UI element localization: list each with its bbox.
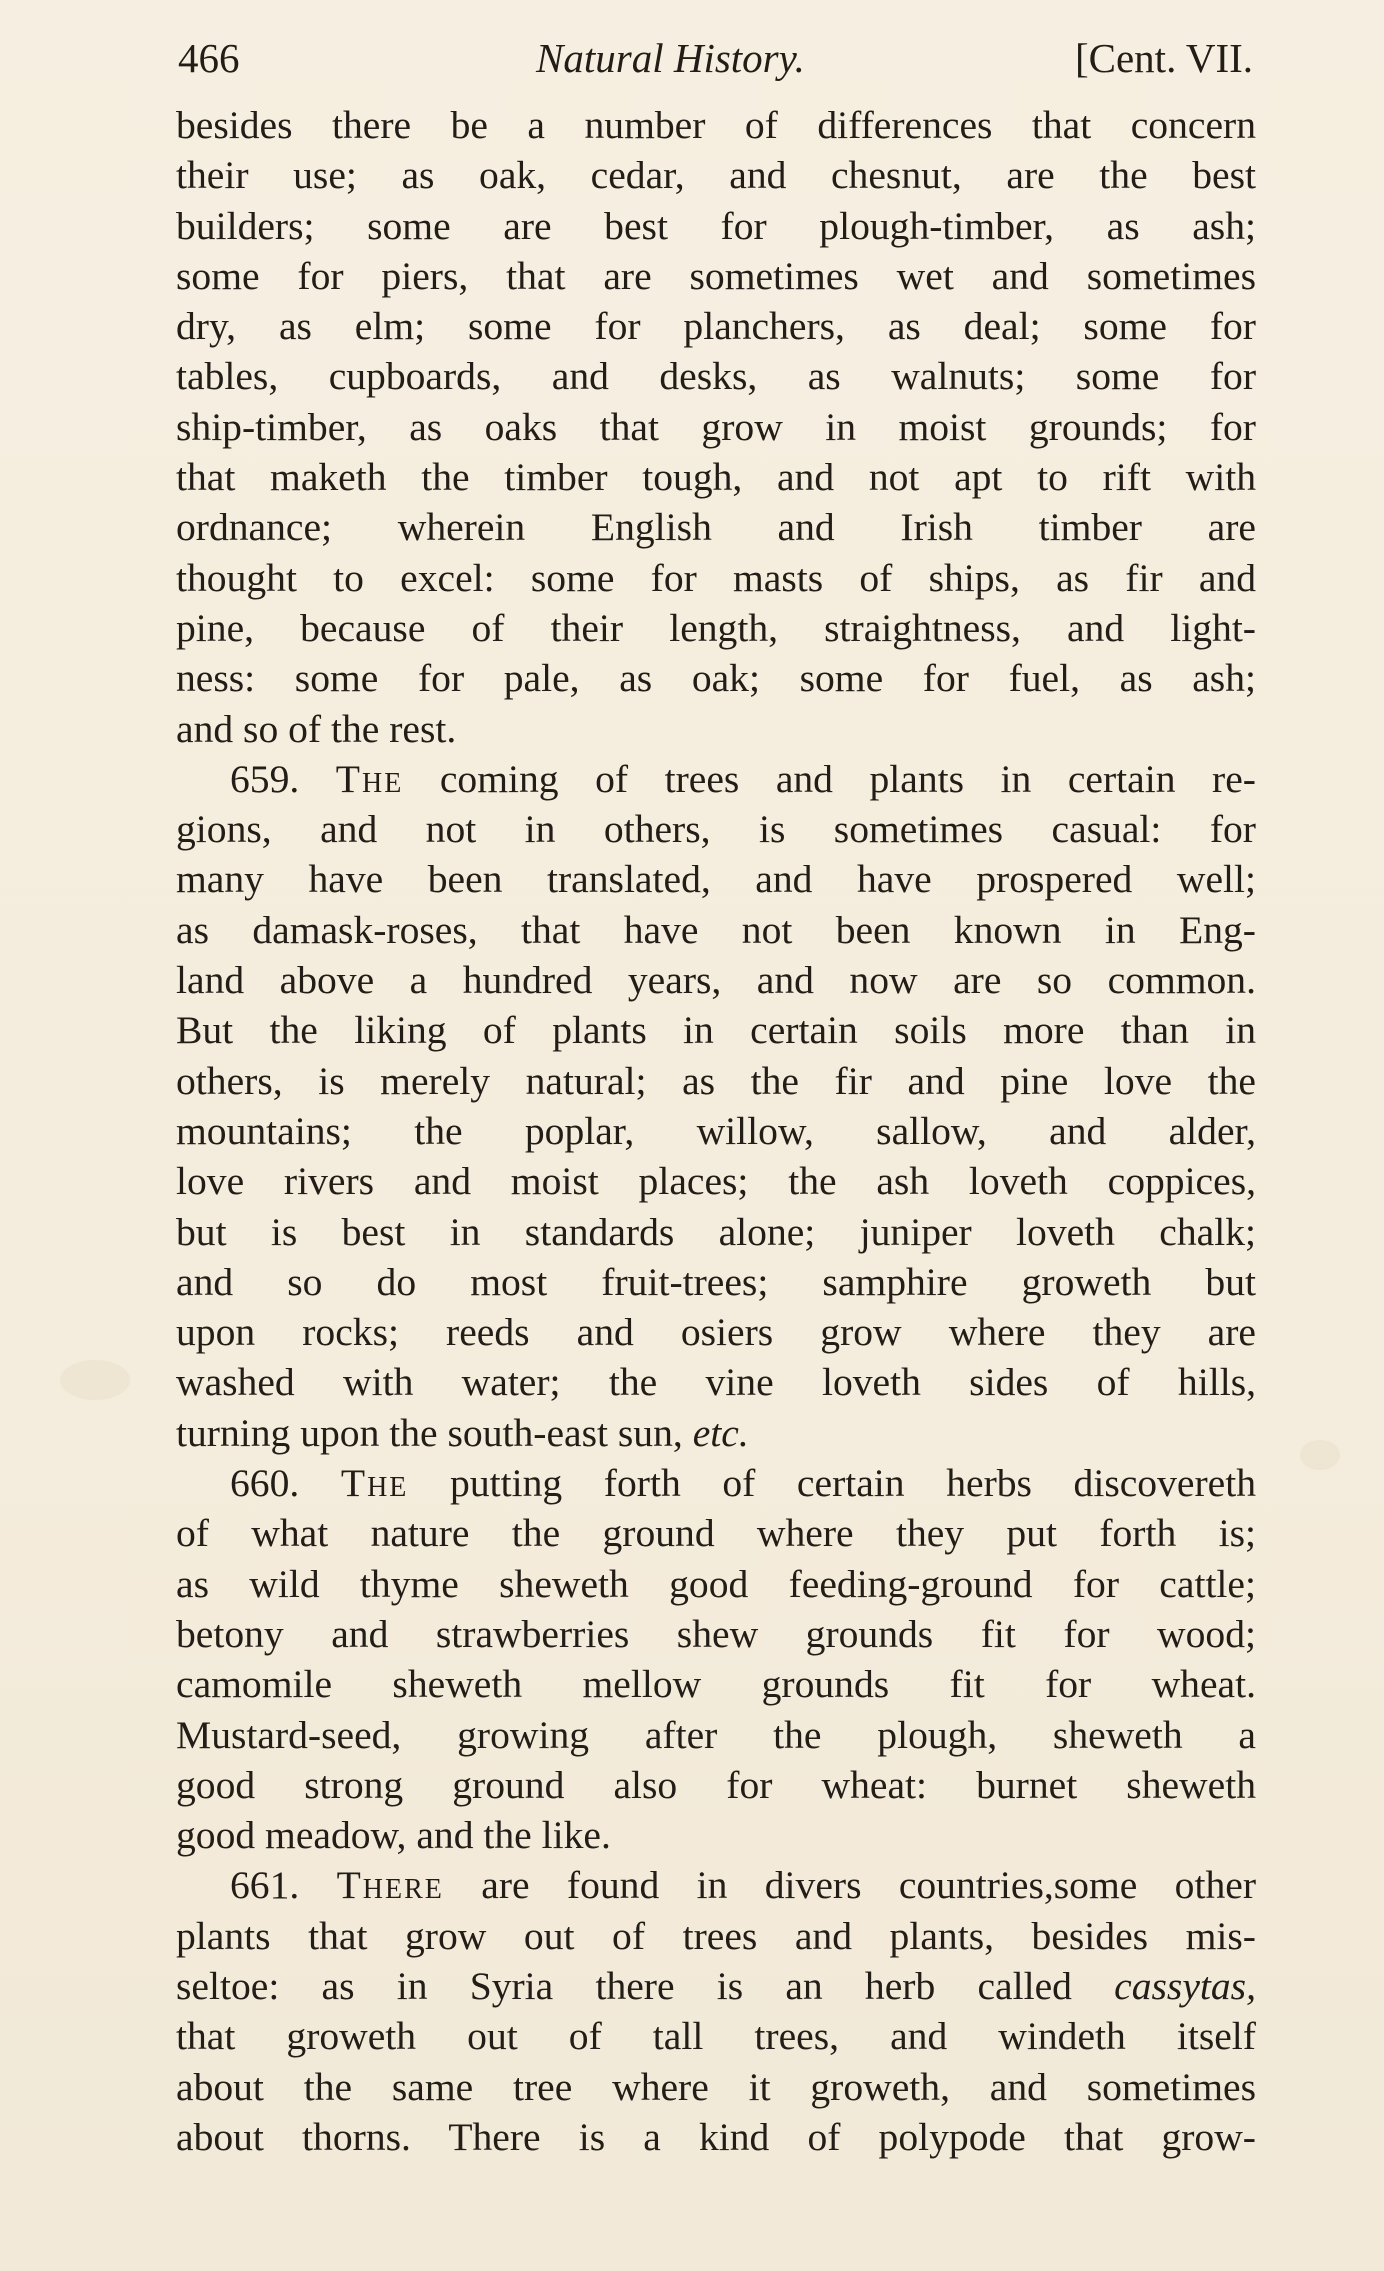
text-line: besides there be a number of differences that concern [176, 103, 1256, 147]
text-fragment: putting forth of certain herbs discovereth [450, 1461, 1256, 1506]
text-line: washed with water; the vine loveth sides of hills, [176, 1360, 1256, 1405]
text-line: Mustard-seed, growing after the plough, sheweth a [176, 1712, 1256, 1757]
text-line: mountains; the poplar, willow, sallow, and alder, [176, 1108, 1256, 1153]
paragraph-number: 660. [230, 1461, 300, 1506]
text-fragment: are found in divers countries,some other [481, 1863, 1256, 1908]
paper-stain [1300, 1440, 1340, 1470]
text-line: gions, and not in others, is sometimes casual: for [176, 807, 1256, 852]
paragraph-number: 661. [230, 1863, 300, 1908]
italic-word: etc. [692, 1410, 749, 1455]
text-line: some for piers, that are sometimes wet and sometimes [176, 253, 1256, 298]
text-fragment: coming of trees and plants in certain re- [439, 756, 1256, 801]
text-line: betony and strawberries shew grounds fit for wood; [176, 1611, 1256, 1656]
text-line: love rivers and moist places; the ash loveth coppices, [176, 1159, 1256, 1204]
text-line: ship-timber, as oaks that grow in moist grounds; for [176, 404, 1256, 449]
text-line: good meadow, and the like. [176, 1813, 611, 1858]
text-line: and so do most fruit-trees; samphire groweth but [176, 1259, 1256, 1304]
text-line: But the liking of plants in certain soils more than in [176, 1008, 1256, 1053]
text-line-with-italic [176, 1961, 1256, 2011]
text-line: as wild thyme sheweth good feeding-ground for cattle; [176, 1561, 1256, 1606]
text-line: good strong ground also for wheat: burnet sheweth [176, 1762, 1256, 1807]
text-line: ness: some for pale, as oak; some for fuel, as ash; [176, 656, 1256, 701]
small-caps-word: The [335, 756, 404, 801]
page-number: 466 [178, 35, 240, 81]
text-line: dry, as elm; some for planchers, as deal; some for [176, 304, 1256, 349]
text-line: camomile sheweth mellow grounds fit for wheat. [176, 1662, 1256, 1707]
text-line: their use; as oak, cedar, and chesnut, are the best [176, 153, 1256, 198]
paper-stain [60, 1360, 130, 1400]
text-line: builders; some are best for plough-timber, as ash; [176, 203, 1256, 248]
paragraph-660-first-line [176, 1458, 1256, 1508]
text-line: as damask-roses, that have not been known in Eng- [176, 907, 1256, 952]
text-line: tables, cupboards, and desks, as walnuts; some for [176, 354, 1256, 399]
text-line: land above a hundred years, and now are so common. [176, 958, 1256, 1003]
paragraph-number: 659. [230, 756, 300, 801]
text-line: that maketh the timber tough, and not apt to rift with [176, 455, 1256, 500]
text-line: but is best in standards alone; juniper loveth chalk; [176, 1209, 1256, 1254]
text-line: that groweth out of tall trees, and windeth itself [176, 2014, 1256, 2059]
text-fragment: turning upon the south-east sun, [176, 1410, 683, 1455]
text-line: of what nature the ground where they put forth is; [176, 1511, 1256, 1556]
text-line: about thorns. There is a kind of polypode that grow- [176, 2114, 1256, 2159]
text-line: pine, because of their length, straightness, and light- [176, 605, 1256, 650]
running-title: Natural History. [536, 35, 805, 81]
paragraph-659-last-line [176, 1408, 1256, 1458]
body-text [176, 100, 1256, 2162]
text-fragment: seltoe: as in Syria there is an herb called [176, 1963, 1072, 2008]
italic-word: cassytas, [1114, 1963, 1256, 2008]
text-line: and so of the rest. [176, 706, 457, 751]
running-header [178, 28, 1253, 88]
text-line: ordnance; wherein English and Irish timber are [176, 505, 1256, 550]
section-reference: [Cent. VII. [1074, 35, 1253, 81]
paragraph-661-first-line [176, 1860, 1256, 1910]
small-caps-word: The [340, 1461, 409, 1506]
text-line: many have been translated, and have prospered well; [176, 857, 1256, 902]
text-line: about the same tree where it groweth, and sometimes [176, 2064, 1256, 2109]
paragraph-659-first-line [176, 754, 1256, 804]
text-line: plants that grow out of trees and plants, besides mis- [176, 1913, 1256, 1958]
text-line: upon rocks; reeds and osiers grow where they are [176, 1310, 1256, 1355]
text-line: thought to excel: some for masts of ships, as fir and [176, 555, 1256, 600]
small-caps-word: There [336, 1863, 444, 1908]
text-line: others, is merely natural; as the fir and pine love the [176, 1058, 1256, 1103]
